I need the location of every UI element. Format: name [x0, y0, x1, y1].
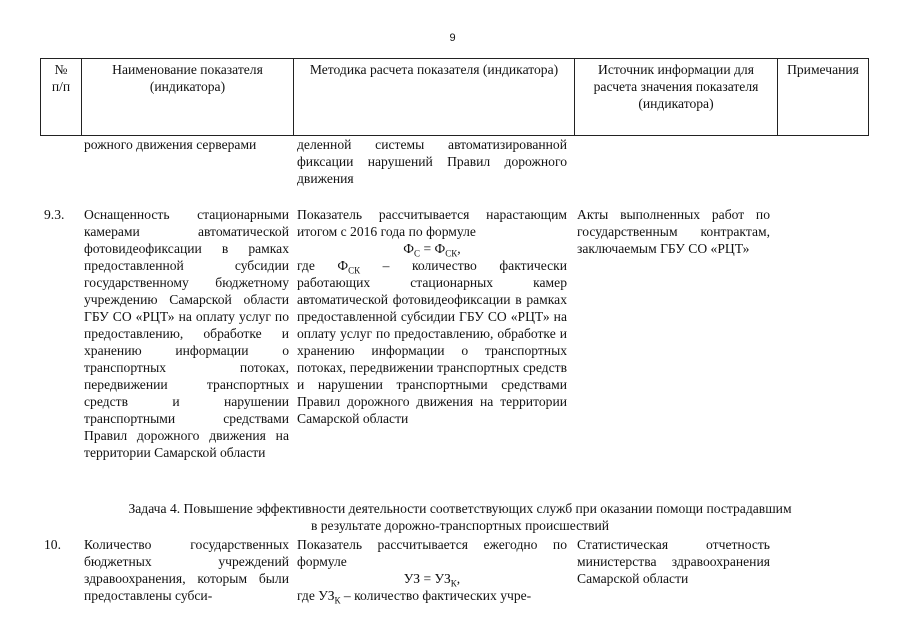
formula-eq: = Ф: [420, 241, 446, 256]
row-9-3-source: Акты выполненных работ по государственным контрактам, заключаемым ГБУ СО «РЦТ»: [577, 207, 770, 256]
row-10-method: [297, 536, 567, 604]
row-10-formula: [297, 570, 567, 587]
row-9-3-method-intro: Показатель рассчитывается нарастающим итогом с 2016 года по формуле: [297, 207, 567, 239]
row-9-3-formula: [297, 240, 567, 257]
row-9-3-number: 9.3.: [44, 207, 65, 222]
task-4-heading: [80, 500, 840, 534]
where-sub: К: [334, 595, 341, 606]
continuation-method: деленной системы автоматизированной фиксации нарушений Правил дорожного движения: [297, 137, 567, 186]
where-text: – количество фактических учре-: [340, 588, 532, 603]
row-10-source: Статистическая отчетность министерства здравоохранения Самарской области: [577, 537, 770, 586]
row-10-method-where: [297, 587, 567, 604]
row-10-method-intro: Показатель рассчитывается ежегодно по формуле: [297, 537, 567, 569]
formula-lhs: Ф: [403, 241, 415, 256]
formula-lhs-sub: С: [414, 248, 421, 259]
row-9-3-method: [297, 206, 567, 427]
row-9-3-name: Оснащенность стационарными камерами автоматической фотовидеофиксации в рамках предоставленной субсидии государственному бюджетному учреждению Самарской области ГБУ СО «РЦТ» на оплату услуг по предоставлению, обработке и хранению информации о транспортных потоках, передвижении транспортных средств и нарушении транспортными средствами Правил дорожного движения на территории Самарской области: [84, 207, 289, 460]
header-method: Методика расчета показателя (индикатора): [294, 59, 575, 136]
task-4-heading-line1: Задача 4. Повышение эффективности деятельности соответствующих служб при оказании помощи пострадавшим: [128, 501, 792, 516]
row-9-3-method-where: [297, 257, 567, 427]
task-4-heading-line2: в результате дорожно-транспортных происшествий: [310, 518, 610, 533]
header-num: № п/п: [41, 59, 82, 136]
where-text: – количество фактически работающих стационарных камер автоматической фотовидеофиксации в рамках предоставленной субсидии ГБУ СО «РЦТ» на оплату услуг по предоставлению, обработке и хранению информации о транспортных потоках, передвижении транспортных средств и нарушении транспортными средствами Правил дорожного движения на территории Самарской области: [297, 258, 567, 426]
header-source: Источник информации для расчета значения показателя (индикатора): [575, 59, 778, 136]
formula-rhs-sub: СК: [445, 248, 458, 259]
row-10-name: Количество государственных бюджетных учреждений здравоохранения, которым были предоставлены субси-: [84, 537, 289, 603]
page-number: 9: [449, 32, 456, 44]
continuation-name: рожного движения серверами: [84, 137, 257, 152]
formula-tail: ,: [456, 571, 461, 586]
formula-tail: ,: [457, 241, 461, 256]
header-name: Наименование показателя (индикатора): [82, 59, 294, 136]
where-prefix: где Ф: [297, 258, 349, 273]
row-10-number: 10.: [44, 537, 61, 552]
formula-lhs: УЗ = УЗ: [403, 571, 451, 586]
where-prefix: где УЗ: [297, 588, 335, 603]
formula-sub: К: [450, 578, 457, 589]
where-sub: СК: [348, 265, 361, 276]
header-notes: Примечания: [778, 59, 869, 136]
